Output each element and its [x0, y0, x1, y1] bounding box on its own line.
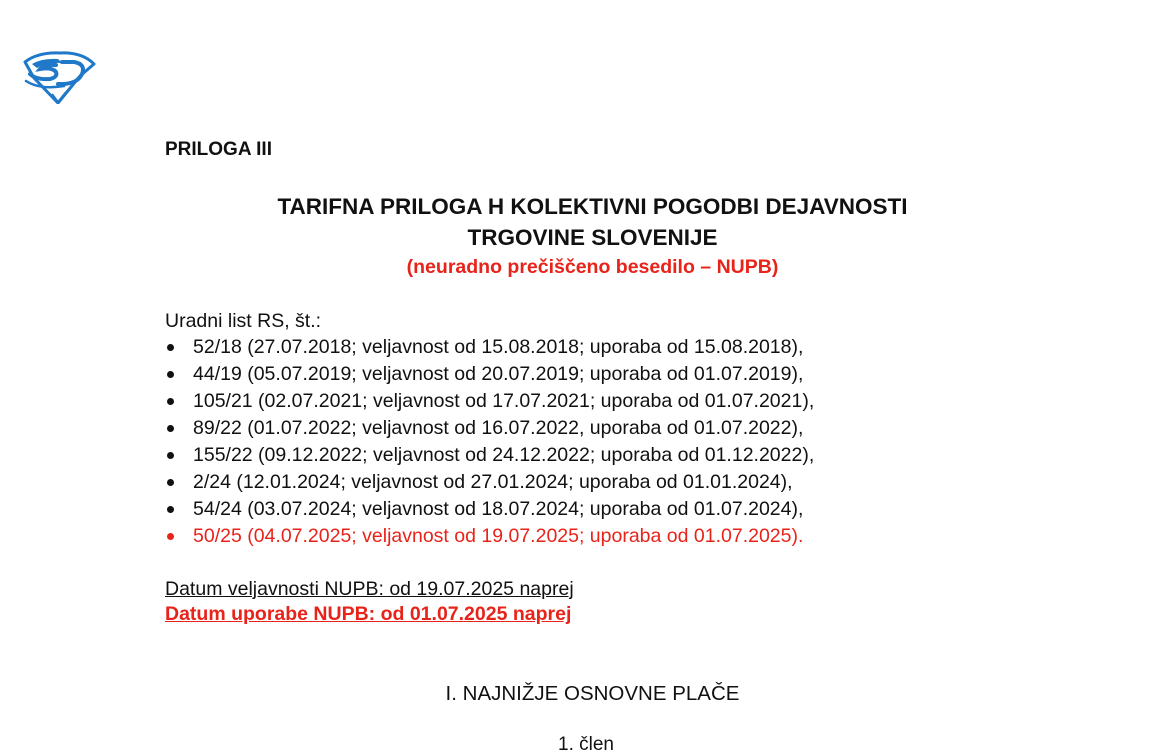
gazette-entry — [165, 417, 814, 444]
bullet-icon — [167, 371, 174, 378]
gazette-entry-latest — [165, 525, 814, 552]
gazette-entry-text: 52/18 (27.07.2018; veljavnost od 15.08.2018; uporaba od 15.08.2018), — [193, 336, 804, 358]
bullet-icon — [167, 533, 174, 540]
article-heading: 1. člen — [558, 734, 614, 755]
bullet-icon — [167, 506, 174, 513]
gazette-label: Uradni list RS, št.: — [165, 310, 322, 332]
gazette-entry-text: 44/19 (05.07.2019; veljavnost od 20.07.2019; uporaba od 01.07.2019), — [193, 363, 804, 385]
bullet-icon — [167, 398, 174, 405]
gazette-entry — [165, 336, 814, 363]
bullet-icon — [167, 425, 174, 432]
application-date: Datum uporabe NUPB: od 01.07.2025 naprej — [165, 603, 572, 625]
gazette-entry-text: 89/22 (01.07.2022; veljavnost od 16.07.2022, uporaba od 01.07.2022), — [193, 417, 804, 439]
gazette-entry-text: 54/24 (03.07.2024; veljavnost od 18.07.2024; uporaba od 01.07.2024), — [193, 498, 804, 520]
bullet-icon — [167, 452, 174, 459]
annex-label: PRILOGA III — [165, 139, 272, 160]
gazette-entry-text: 50/25 (04.07.2025; veljavnost od 19.07.2025; uporaba od 01.07.2025). — [193, 525, 804, 547]
document-title-line1: TARIFNA PRILOGA H KOLEKTIVNI POGODBI DEJAVNOSTI — [277, 194, 908, 219]
gazette-entry — [165, 498, 814, 525]
gazette-entry-text: 2/24 (12.01.2024; veljavnost od 27.01.2024; uporaba od 01.01.2024), — [193, 471, 793, 493]
bullet-icon — [167, 344, 174, 351]
sd-logo-icon — [22, 48, 96, 104]
document-subtitle: (neuradno prečiščeno besedilo – NUPB) — [406, 256, 779, 278]
gazette-entry — [165, 471, 814, 498]
gazette-entry — [165, 390, 814, 417]
section-title: I. NAJNIŽJE OSNOVNE PLAČE — [445, 682, 740, 705]
gazette-list — [165, 336, 814, 552]
bullet-icon — [167, 479, 174, 486]
gazette-entry — [165, 444, 814, 471]
validity-date: Datum veljavnosti NUPB: od 19.07.2025 naprej — [165, 578, 574, 600]
gazette-entry-text: 105/21 (02.07.2021; veljavnost od 17.07.2021; uporaba od 01.07.2021), — [193, 390, 815, 412]
document-title-line2: TRGOVINE SLOVENIJE — [467, 225, 718, 250]
gazette-entry — [165, 363, 814, 390]
gazette-entry-text: 155/22 (09.12.2022; veljavnost od 24.12.2022; uporaba od 01.12.2022), — [193, 444, 815, 466]
